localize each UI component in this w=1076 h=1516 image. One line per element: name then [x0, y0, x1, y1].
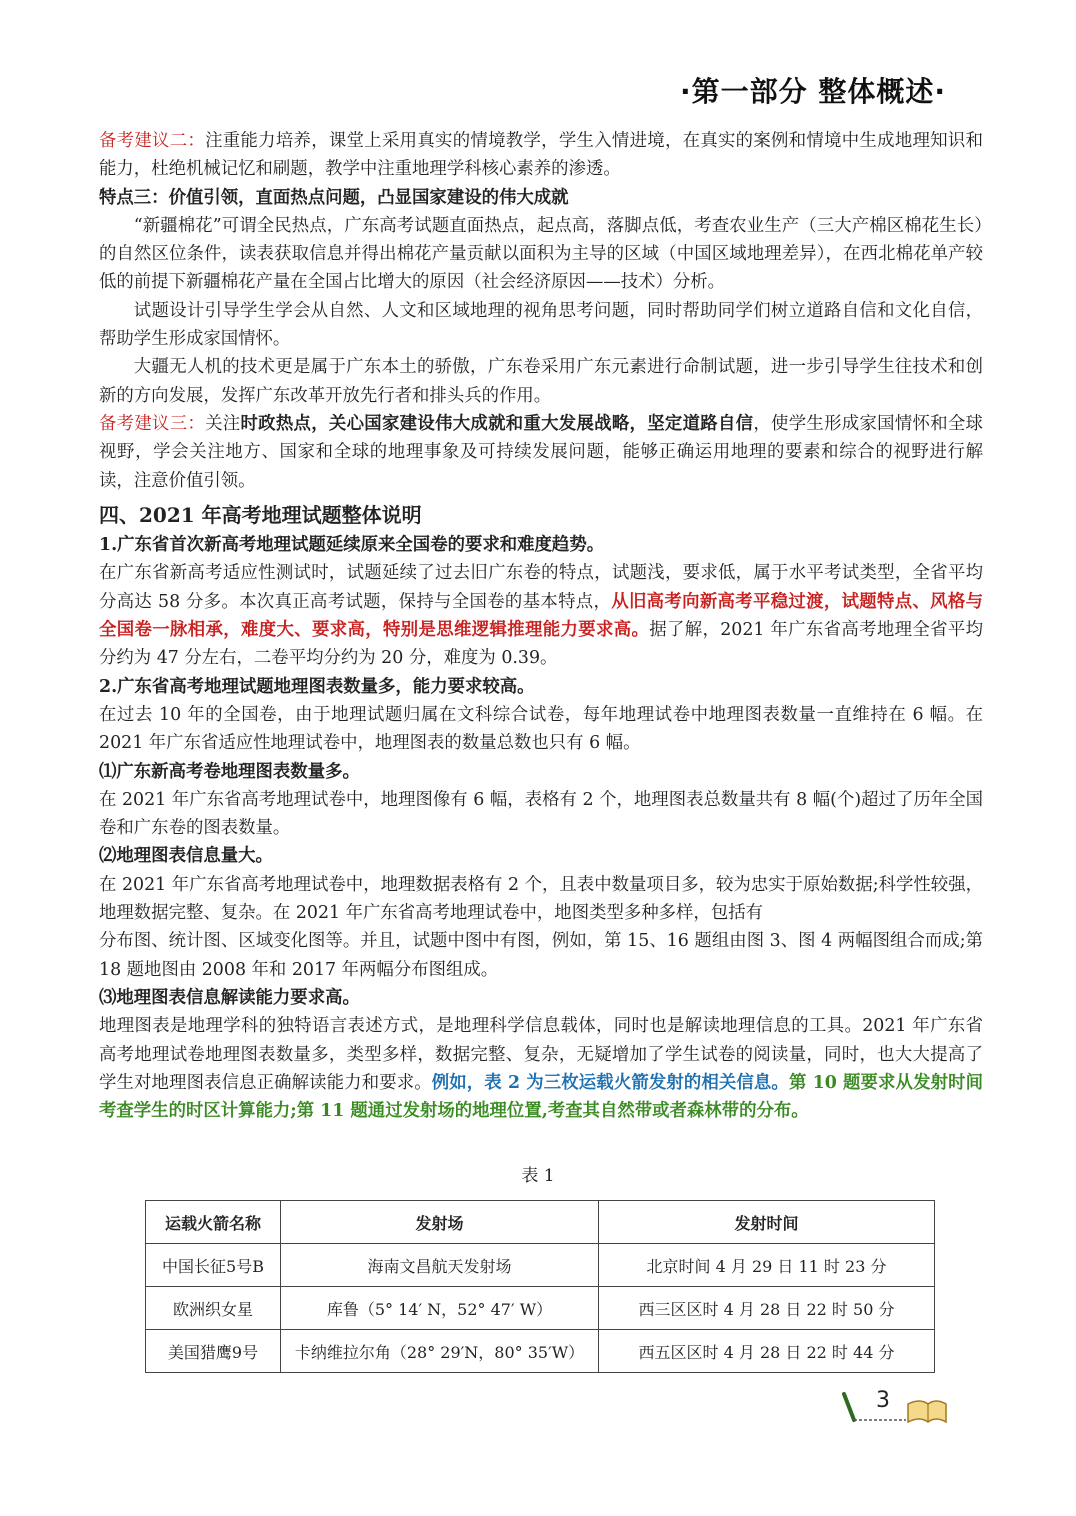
table-header-row [146, 1201, 935, 1244]
paragraph-cotton [99, 212, 983, 297]
pencil-book-icon [840, 1388, 950, 1428]
text-span: 在广东省新高考适应性测试时，试题延续了过去旧广东卷的特点，试题浅，要求低，属于水平考试类型，全省平均分高达 58 分多。本次真正高考试题，保持与全国卷的基本特点， [99, 563, 983, 612]
paragraph-map-types [99, 927, 983, 984]
table-row [146, 1244, 935, 1287]
page-number: 3 [876, 1388, 890, 1413]
text-span: “新疆棉花”可谓全民热点，广东高考试题直面热点，起点高，落脚点低，考查农业生产（三大产棉区棉花生长）的自然区位条件，读表获取信息并得出棉花产量贡献以面积为主导的区域（中国区域地理差异），在西北棉花单产较低的前提下新疆棉花产量在全国占比增大的原因（社会经济原因——技术）分析。 [99, 215, 983, 293]
text-span: 分布图、统计图、区域变化图等。并且，试题中图中有图，例如，第 15、16 题组由图 3、图 4 两幅图组合而成;第 18 题地图由 2008 年和 2017 年两幅分布图组成。 [99, 931, 983, 980]
table-cell: 中国长征5号B [146, 1244, 281, 1287]
table-cell: 海南文昌航天发射场 [281, 1244, 599, 1287]
text-span: 2.广东省高考地理试题地理图表数量多，能力要求较高。 [99, 676, 535, 697]
paragraph-question-design [99, 297, 983, 354]
text-span: 四、2021 年高考地理试题整体说明 [99, 502, 422, 527]
subheading-2-2 [99, 842, 983, 870]
text-span: 大疆无人机的技术更是属于广东本土的骄傲，广东卷采用广东元素进行命制试题，进一步引导学生往技术和创新的方向发展，发挥广东改革开放先行者和排头兵的作用。 [99, 357, 983, 406]
text-span: ⑵地理图表信息量大。 [99, 846, 273, 867]
table-cell: 库鲁（5° 14′ N，52° 47′ W） [281, 1287, 599, 1330]
column-header: 运载火箭名称 [146, 1201, 281, 1244]
text-span: ⑴广东新高考卷地理图表数量多。 [99, 761, 360, 782]
text-span: 在过去 10 年的全国卷，由于地理试题归属在文科综合试卷，每年地理试卷中地理图表数量一直维持在 6 幅。在 2021 年广东省适应性地理试卷中，地理图表的数量总数也只有 6 幅。 [99, 704, 983, 754]
text-span: 在 2021 年广东省高考地理试卷中，地理数据表格有 2 个，且表中数量项目多，较为忠实于原始数据;科学性较强，地理数据完整、复杂。在 2021 年广东省高考地理试卷中，地图类型多种多样，包括有 [99, 874, 983, 924]
page-number-footer [840, 1388, 950, 1428]
text-span: 例如，表 2 为三枚运载火箭发射的相关信息。 [431, 1072, 789, 1093]
column-header: 发射场 [281, 1201, 599, 1244]
table-row [146, 1287, 935, 1330]
table-cell: 西五区区时 4 月 28 日 22 时 44 分 [599, 1330, 935, 1373]
paragraph-interpretation [99, 1012, 983, 1125]
advice-label: 备考建议二： [99, 131, 206, 151]
text-span: 地理图表是地理学科的独特语言表述方式，是地理科学信息载体，同时也是解读地理信息的工具。2021 年广东省高考地理试卷地理图表数量多，类型多样，数据完整、复杂，无疑增加了学生试卷的阅读量，同时，也大大提高了学生对地理图表信息正确解读能力和要求。 [99, 1016, 983, 1093]
paragraph-past-exams [99, 701, 983, 758]
advice-label: 备考建议三： [99, 413, 206, 434]
paragraph-prep-advice-2 [99, 127, 983, 184]
table-caption: 表 1 [521, 1166, 555, 1186]
section-heading-4 [99, 501, 983, 529]
body-text [99, 127, 983, 1125]
subheading-2 [99, 673, 983, 701]
text-span: 1.广东省首次新高考地理试题延续原来全国卷的要求和难度趋势。 [99, 535, 605, 556]
text-span: 注重能力培养，课堂上采用真实的情境教学，学生入情进境，在真实的案例和情境中生成地理知识和能力，杜绝机械记忆和刷题，教学中注重地理学科核心素养的渗透。 [99, 131, 983, 180]
paragraph-adaptive-test [99, 559, 983, 672]
table-cell: 北京时间 4 月 29 日 11 时 23 分 [599, 1244, 935, 1287]
subheading-2-1 [99, 758, 983, 786]
text-span: 第 10 题要求从发射时间考查学生的时区计算能力;第 11 题通过发射场的地理位置,考查其自然带或者森林带的分布。 [99, 1072, 983, 1122]
text-span: 在 2021 年广东省高考地理试卷中，地理图像有 6 幅，表格有 2 个，地理图表总数量共有 8 幅(个)超过了历年全国卷和广东卷的图表数量。 [99, 789, 983, 839]
subheading-1 [99, 531, 983, 559]
table-cell: 西三区区时 4 月 28 日 22 时 50 分 [599, 1287, 935, 1330]
subheading-2-3 [99, 984, 983, 1012]
text-span: 试题设计引导学生学会从自然、人文和区域地理的视角思考问题，同时帮助同学们树立道路自信和文化自信，帮助学生形成家国情怀。 [99, 300, 983, 350]
table-cell: 卡纳维拉尔角（28° 29′N，80° 35′W） [281, 1330, 599, 1373]
paragraph-info-volume [99, 871, 983, 928]
text-span: ，使学生形成家国情怀和全球视野，学会关注地方、国家和全球的地理事象及可持续发展问题，能够正确运用地理的要素和综合的视野进行解读，注意价值引领。 [99, 413, 983, 491]
paragraph-prep-advice-3 [99, 410, 983, 495]
text-span: 从旧高考向新高考平稳过渡，试题特点、风格与全国卷一脉相承，难度大、要求高，特别是思维逻辑推理能力要求高。 [99, 591, 983, 641]
text-span: 关注 [205, 413, 241, 434]
section-header: ·第一部分 整体概述· [679, 75, 946, 108]
text-span: 特点三：价值引领，直面热点问题，凸显国家建设的伟大成就 [99, 187, 569, 208]
column-header: 发射时间 [599, 1201, 935, 1244]
paragraph-dji [99, 353, 983, 410]
table-cell: 美国猎鹰9号 [146, 1330, 281, 1373]
text-span: ⑶地理图表信息解读能力要求高。 [99, 987, 360, 1008]
heading-feature-3 [99, 184, 983, 212]
paragraph-chart-count [99, 786, 983, 843]
rocket-launch-table [145, 1200, 935, 1373]
text-span: 时政热点，关心国家建设伟大成就和重大发展战略，坚定道路自信 [240, 413, 754, 434]
text-span: 据了解，2021 年广东省高考地理全省平均分约为 47 分左右，二卷平均分约为 20 分，难度为 0.39。 [99, 620, 983, 669]
table-row [146, 1330, 935, 1373]
table-cell: 欧洲织女星 [146, 1287, 281, 1330]
